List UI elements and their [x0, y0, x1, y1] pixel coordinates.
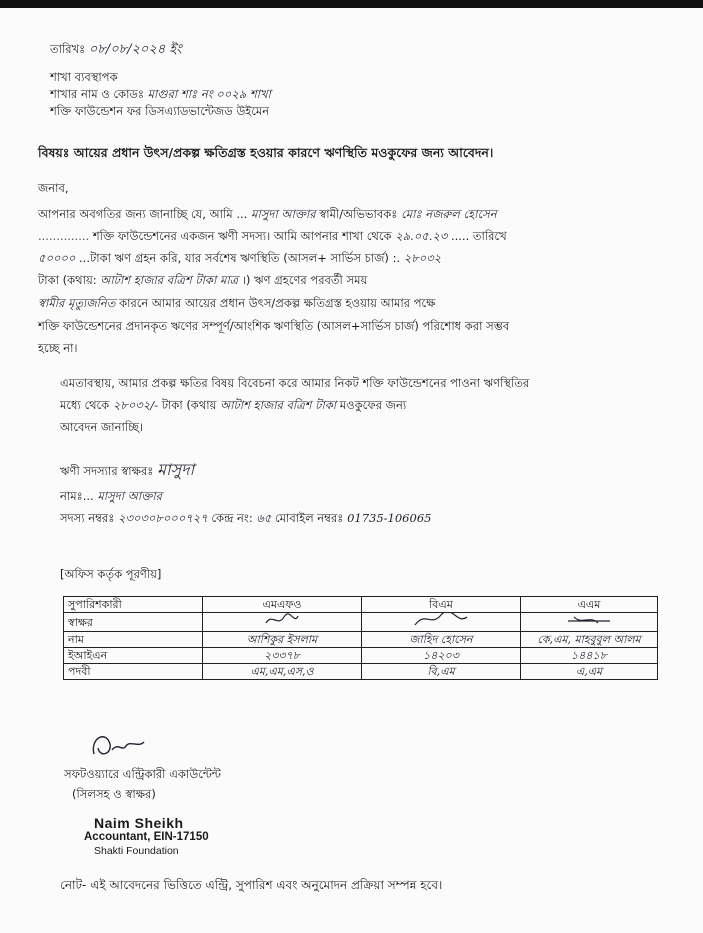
table-cell: এম,এম,এস,ও — [203, 664, 362, 680]
organization-name: শক্তি ফাউন্ডেশন ফর ডিসএ্যাডভান্টেজড উইমেন — [50, 104, 270, 118]
signature-label: ঋণী সদস্যার স্বাক্ষরঃ — [60, 464, 154, 478]
body-line-3 — [38, 251, 441, 265]
branch-label: শাখার নাম ও কোডঃ — [50, 87, 145, 101]
table-row — [64, 632, 658, 648]
name-label: নামঃ... — [60, 489, 94, 503]
request-line-1: এমতাবস্থায়, আমার প্রকল্প ক্ষতির বিষয় বিবেচনা করে আমার নিকট শক্তি ফাউন্ডেশনের পাওনা ঋণস্থিতির — [60, 376, 530, 390]
body-line-4 — [38, 273, 367, 287]
member-name-line — [60, 489, 162, 503]
stamp-title: Accountant, EIN-17150 — [84, 831, 209, 843]
body-text: আপনার অবগতির জন্য জানাচ্ছি যে, আমি ... — [38, 207, 248, 221]
stamp-organization: Shakti Foundation — [94, 845, 179, 857]
center-label: কেন্দ্র নং: — [211, 511, 253, 525]
member-id: ২৩০৩০৮০০০৭২৭ — [117, 511, 208, 525]
accountant-stamp — [84, 815, 214, 857]
body-text: ...টাকা ঋণ গ্রহন করি, যার সর্বশেষ ঋণস্থিতি (আসল+ সার্ভিস চার্জ) :. — [79, 251, 401, 265]
body-line-6: শক্তি ফাউন্ডেশনের প্রদানকৃত ঋণের সম্পূর্ণ/আংশিক ঋণস্থিতি (আসল+সার্ভিস চার্জ) পরিশোধ করা সম্ভব — [38, 319, 510, 333]
seal-instruction: (সিলসহ ও স্বাক্ষর) — [72, 787, 156, 801]
date-label: তারিখঃ — [50, 42, 86, 56]
table-header-cell: বিএম — [362, 597, 521, 613]
member-signature-line — [60, 460, 195, 479]
table-cell: ১৪২০৩ — [362, 648, 521, 664]
table-cell: বি,এম — [362, 664, 521, 680]
member-signature: মাসুদা — [157, 460, 195, 479]
accountant-signature-icon — [88, 728, 148, 762]
branch-line — [50, 87, 271, 101]
body-text: মধ্যে থেকে — [60, 398, 110, 412]
request-line-2 — [60, 398, 406, 412]
body-line-7: হচ্ছে না। — [38, 341, 78, 355]
table-row — [64, 648, 658, 664]
waiver-in-words: আটাশ হাজার বত্রিশ টাকা — [220, 398, 337, 412]
row-label: নাম — [64, 632, 203, 648]
table-header-row — [64, 597, 658, 613]
loss-reason: স্বামীর মৃত্যুজনিত — [38, 296, 116, 310]
table-cell: জাহিদ হোসেন — [362, 632, 521, 648]
body-text: টাকা (কথায়: — [38, 273, 97, 287]
signature-scribble-icon — [262, 613, 302, 627]
recommendation-table — [63, 596, 658, 680]
body-line-1 — [38, 207, 497, 221]
mobile-label: মোবাইল নম্বরঃ — [274, 511, 344, 525]
guardian-name: মোঃ নজরুল হোসেন — [401, 207, 497, 221]
member-id-label: সদস্য নম্বরঃ — [60, 511, 115, 525]
salutation: জনাব, — [38, 181, 69, 195]
stamp-name: Naim Sheikh — [94, 815, 184, 831]
body-text: কারনে আমার আয়ের প্রধান উৎস/প্রকল্প ক্ষতিগ্রস্ত হওয়ায় আমার পক্ষে — [119, 296, 436, 310]
branch-value: মাগুরা শাঃ নং ০০২৯ শাখা — [147, 87, 271, 101]
subject-line: বিষয়ঃ আয়ের প্রধান উৎস/প্রকল্প ক্ষতিগ্রস্ত হওয়ার কারণে ঋণস্থিতি মওকুফের জন্য আবেদন। — [38, 145, 494, 160]
body-text: ..... তারিখে — [450, 229, 507, 243]
signature-cell — [203, 613, 362, 632]
body-line-2 — [38, 229, 507, 243]
signature-cell — [362, 613, 521, 632]
table-cell: ১৪৪১৮ — [521, 648, 658, 664]
table-header-cell: এমএফও — [203, 597, 362, 613]
row-label: পদবী — [64, 664, 203, 680]
accountant-title: সফটওয়্যারে এন্ট্রিকারী একাউন্টেন্ট — [64, 767, 221, 781]
applicant-name: মাসুদা আক্তার — [250, 207, 316, 221]
date-value: ০৮/০৮/২০২৪ ইং — [88, 42, 182, 57]
row-label: স্বাক্ষর — [64, 613, 203, 632]
dotted-blank: .............. — [38, 229, 90, 243]
top-edge — [0, 0, 703, 8]
table-cell: এ,এম — [521, 664, 658, 680]
body-line-5 — [38, 296, 435, 310]
body-text: মওকুফের জন্য — [339, 398, 407, 412]
table-row — [64, 613, 658, 632]
loan-date: ২৯.০৫.২৩ — [395, 229, 448, 243]
body-text: ।) ঋণ গ্রহণের পরবর্তী সময় — [241, 273, 368, 287]
date-line — [50, 42, 182, 57]
waiver-amount: ২৮০৩২/- — [112, 398, 159, 412]
signature-cell — [521, 613, 658, 632]
body-text: টাকা (কথায় — [161, 398, 217, 412]
table-row — [64, 664, 658, 680]
body-text: স্বামী/অভিভাবকঃ — [319, 207, 398, 221]
body-text: শক্তি ফাউন্ডেশনের একজন ঋণী সদস্য। আমি আপনার শাখা থেকে — [92, 229, 392, 243]
table-cell: ২৩৩৭৮ — [203, 648, 362, 664]
balance-in-words: আটাশ হাজার বত্রিশ টাকা মাত্র — [100, 273, 239, 287]
table-header-cell: এএম — [521, 597, 658, 613]
table-cell: কে,এম, মাহবুবুল আলম — [521, 632, 658, 648]
loan-balance: ২৮০৩২ — [403, 251, 442, 265]
footer-note: নোট- এই আবেদনের ভিত্তিতে এন্ট্রি, সুপারিশ এবং অনুমোদন প্রক্রিয়া সম্পন্ন হবে। — [60, 878, 443, 892]
signature-scribble-icon — [411, 613, 471, 627]
office-heading: [অফিস কর্তৃক পূরণীয়] — [60, 567, 162, 581]
loan-amount: ৫০০০০ — [38, 251, 76, 265]
addressee-title: শাখা ব্যবস্থাপক — [50, 70, 118, 84]
table-cell: আশিকুর ইসলাম — [203, 632, 362, 648]
member-id-line — [60, 511, 431, 525]
center-number: ৬৫ — [256, 511, 272, 525]
signature-scribble-icon — [564, 613, 614, 627]
member-name: মাসুদা আক্তার — [97, 489, 162, 503]
row-label: ইআইএন — [64, 648, 203, 664]
table-header-cell: সুপারিশকারী — [64, 597, 203, 613]
mobile-number: 01735-106065 — [347, 511, 432, 525]
request-line-3: আবেদন জানাচ্ছি। — [60, 420, 144, 434]
